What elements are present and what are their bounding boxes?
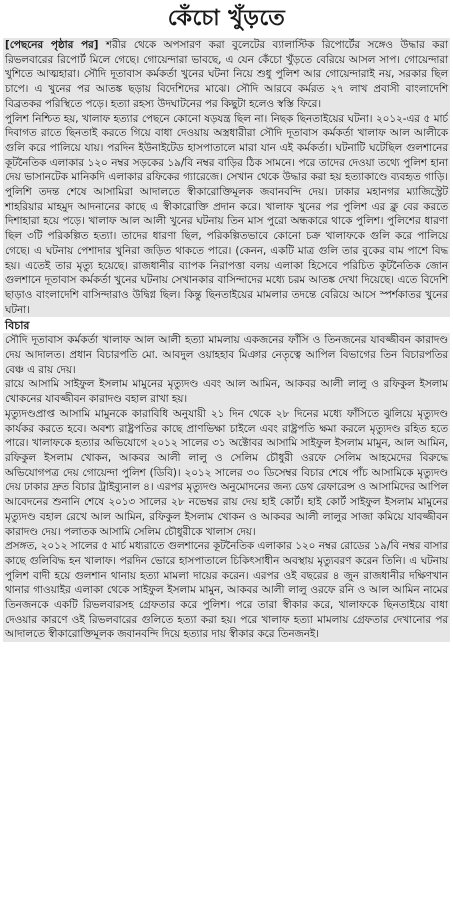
trial-paragraph-2: রায়ে আসামি সাইফুল ইসলাম মামুনের মৃত্যুদণ্ড এবং আল আমিন, আকবর আলী লালু ও রফিকুল ইসলাম খোকনের যাবজ্জীবন কারাদণ্ড বহাল রাখা হয়। <box>5 378 448 406</box>
trial-paragraph-3: মৃত্যুদণ্ডপ্রাপ্ত আসামি মামুনকে কারাবিধি অনুযায়ী ২১ দিন থেকে ২৮ দিনের মধ্যে ফাঁসিতে ঝুলিয়ে মৃত্যুদণ্ড কার্যকর করতে হবে। অবশ্য রাষ্ট্রপতির কাছে প্রাণভিক্ষা চাইলে এবং রাষ্ট্রপতি ক্ষমা করলে মৃত্যুদণ্ড রহিত হতে পারে। খালাফকে হত্যার অভিযোগে ২০১২ সালের ৩১ অক্টোবর আসামি সাইফুল ইসলাম মামুন, আল আমিন, রফিকুল ইসলাম খোকন, আকবর আলী লালু ও সেলিম চৌধুরী ওরফে সেলিম আহমেদের বিরুদ্ধে অভিযোগপত্র দেয় গোয়েন্দা পুলিশ (ডিবি)। ২০১২ সালের ৩০ ডিসেম্বর বিচার শেষে পাঁচ আসামিকে মৃত্যুদণ্ড দেয় ঢাকার দ্রুত বিচার ট্রাইব্যুনাল ৪। এরপর মৃত্যুদণ্ড অনুমোদনের জন্য ডেথ রেফারেন্স ও আসামিদের আপিল আবেদনের শুনানি শেষে ২০১৩ সালের ২৮ নভেম্বর রায় দেয় হাই কোর্ট। হাই কোর্ট সাইফুল ইসলাম মামুনের মৃত্যুদণ্ড বহাল রেখে আল আমিন, রফিকুল ইসলাম খোকন ও আকবর আলী লালুর সাজা কমিয়ে যাবজ্জীবন কারাদণ্ড দেয়। পলাতক আসামি সেলিম চৌধুরীকে খালাস দেয়। <box>5 407 448 538</box>
trial-paragraph-1: সৌদি দূতাবাস কর্মকর্তা খালাফ আল আলী হত্যা মামলায় একজনের ফাঁসি ও তিনজনের যাবজ্জীবন কারাদণ্ড দেয় আদালত। প্রধান বিচারপতি মো. আবদুল ওয়াহহাব মিঞার নেতৃত্বে আপিল বিভাগের তিন বিচারপতির বেঞ্চ এ রায় দেয়। <box>5 334 448 376</box>
article-headline: কেঁচো খুঁড়তে <box>167 6 286 31</box>
trial-paragraph-4: প্রসঙ্গত, ২০১২ সালের ৫ মার্চ মধ্যরাতে গুলশানের কূটনৈতিক এলাকার ১২০ নম্বর রোডের ১৯/বি নম্বর বাসার কাছে গুলিবিদ্ধ হন খালাফ। পরদিন ভোরে হাসপাতালে চিকিৎসাধীন অবস্থায় মৃত্যুবরণ করেন তিনি। এ ঘটনায় পুলিশ বাদী হয়ে গুলশান থানায় হত্যা মামলা দায়ের করেন। এরপর ওই বছরের ৪ জুন রাজধানীর দক্ষিণখান থানার গাওয়াইর এলাকা থেকে সাইফুল ইসলাম মামুন, আকবর আলী লালু ওরফে রনি ও আল আমিন নামের তিনজনকে একটি রিভলবারসহ গ্রেফতার করে পুলিশ। পরে তারা স্বীকার করে, খালাফকে ছিনতাইয়ে বাধা দেওয়ার কারণে ওই রিভলবারের গুলিতে হত্যা করা হয়। পরে খালাফ হত্যা মামলায় গ্রেফতার দেখানোর পর আদালতে স্বীকারোক্তিমূলক জবানবন্দি দিয়ে হত্যার দায় স্বীকার করে তিনজনই। <box>5 540 448 641</box>
article-paragraph-1 <box>3 38 450 112</box>
continuation-tag: [পেছনের পৃষ্ঠার পর] <box>5 39 99 51</box>
paragraph-text: শরীর থেকে অপসারণ করা বুলেটের ব্যালাস্টিক রিপোর্টের সঙ্গেও উদ্ধার করা রিভলবারের রিপোর্ট মিলে গেছে। গোয়েন্দারা ভাবছে, এ যেন কেঁচো খুঁড়তে বেরিয়ে আসল সাপ। গোয়েন্দারা খুশিতে আত্মহারা। সৌদি দূতাবাস কর্মকর্তা খুনের ঘটনা নিয়ে শুধু পুলিশ আর গোয়েন্দারাই নয়, সরকার ছিল চাপে। এ খুনের পর আতঙ্ক ছড়ায় বিদেশিদের মাঝে। সৌদি আরবে কর্মরত ২৭ লাখ প্রবাসী বাংলাদেশি বিব্রতকর পরিস্থিতে পড়ে। হত্যা রহস্য উদঘাটনের পর কিছুটা হলেও স্বস্তি ফিরে। <box>5 39 448 110</box>
section-heading-trial: বিচার <box>5 319 30 333</box>
article-paragraph-2: পুলিশ নিশ্চিত হয়, খালাফ হত্যার পেছনে কোনো ষড়যন্ত্র ছিল না। নিছক ছিনতাইয়ের ঘটনা। ২০১২-এর ৫ মার্চ দিবাগত রাতে ছিনতাই করতে গিয়ে বাধা দেওয়ায় অস্ত্রধারীরা সৌদি দূতাবাস কর্মকর্তা খালাফ আল আলীকে গুলি করে পালিয়ে যায়। পরদিন ইউনাইটেড হাসপাতালে মারা যান এই কর্মকর্তা। ঘটনাটি ঘটেছিল গুলশানের কূটনৈতিক এলাকার ১২০ নম্বর সড়কের ১৯/বি নম্বর বাড়ির ঠিক সামনে। পরে তাদের দেওয়া তথ্যে পুলিশ হানা দেয় ভাসানটেক মানিকদি এলাকার রফিকের গ্যারেজে। সেখান থেকে উদ্ধার করা হয় হত্যাকাণ্ডে ব্যবহৃত গাড়ি। পুলিশি তদন্ত শেষে আসামিরা আদালতে স্বীকারোক্তিমূলক জবানবন্দি দেয়। ঢাকার মহানগর ম্যাজিস্ট্রেট শাহরিয়ার মাহমুদ আদনানের কাছে এ স্বীকারোক্তি প্রদান করে। খালাফ খুনের পর পুলিশ এর ক্লু বের করতে দিশাহারা হয়ে পড়ে। খালাফ আল আলী খুনের ঘটনায় তিন মাস পুরো অন্ধকারে থাকে পুলিশ। পুলিশের ধারণা ছিল ৩টি পরিকল্পিত হত্যা। তাদের ধারণা ছিল, পরিকল্পিতভাবে কোনো চক্র খালাফকে গুলি করে পালিয়ে গেছে। এ ঘটনায় পেশাদার খুনিরা জড়িত থাকতে পারে। (কেনন, একটি মাত্র গুলি তার বুকের বাম পাশে বিদ্ধ হয়। এতেই তার মৃত্যু হয়েছে। রাজধানীর ব্যাপক নিরাপত্তা বলয় এলাকা হিসেবে পরিচিত কূটনৈতিক জোন গুলশানে দূতাবাস কর্মকর্তা খুনের ঘটনায় সেখানকার বাসিন্দাদের মধ্যে চরম আতঙ্ক দেখা দিয়েছে। এতে বিদেশি ছাড়াও বাংলাদেশি বাসিন্দারাও উদ্বিগ্ন ছিল। কিন্তু ছিনতাইয়ের মামলার তদন্তে বেরিয়ে আসে স্পর্শকাতর খুনের ঘটনা। <box>5 112 448 316</box>
